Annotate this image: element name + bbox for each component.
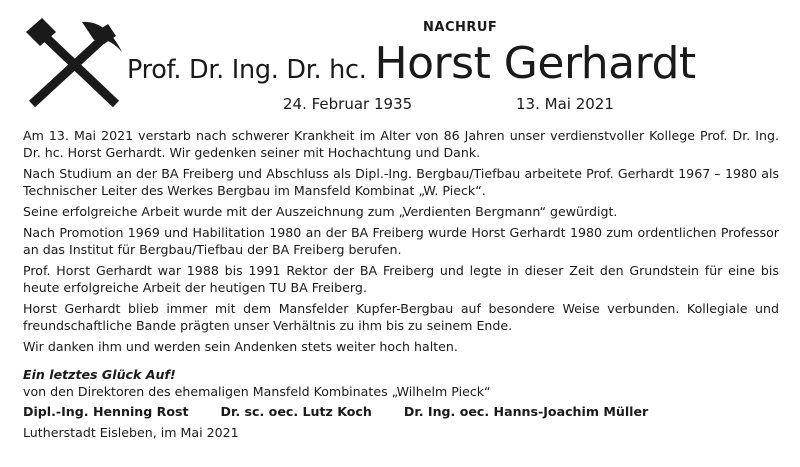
paragraph: Am 13. Mai 2021 verstarb nach schwerer Krankheit im Alter von 86 Jahren unser verdienstvoller Kollege Prof. Dr. Ing. Dr. hc. Horst Gerhardt. Wir gedenken seiner mit Hochachtung und Dank. (23, 128, 779, 160)
deceased-name: Horst Gerhardt (374, 38, 696, 89)
farewell-greeting: Ein letztes Glück Auf! (23, 367, 176, 382)
signer-name: Dr. sc. oec. Lutz Koch (220, 404, 372, 419)
signer-name: Dipl.-Ing. Henning Rost (23, 404, 189, 419)
death-date: 13. Mai 2021 (516, 95, 614, 113)
signers (23, 403, 779, 420)
obituary-text (23, 127, 779, 441)
paragraph: Prof. Horst Gerhardt war 1988 bis 1991 Rektor der BA Freiberg und legte in dieser Zeit den Grundstein für eine bis heute erfolgreiche Arbeit der heutigen TU BA Freiberg. (23, 263, 779, 295)
academic-title: Prof. Dr. Ing. Dr. hc. (127, 55, 367, 85)
birth-date: 24. Februar 1935 (283, 95, 413, 113)
paragraph: Nach Studium an der BA Freiberg und Abschluss als Dipl.-Ing. Bergbau/Tiefbau arbeitete Prof. Gerhardt 1967 – 1980 als Technischer Leiter des Werkes Bergbau im Mansfeld Kombinat „W. Pieck“. (23, 166, 779, 198)
paragraph: Nach Promotion 1969 und Habilitation 1980 an der BA Freiberg wurde Horst Gerhardt 1980 zum ordentlichen Professor an das Institut für Bergbau/Tiefbau der BA Freiberg berufen. (23, 225, 779, 257)
obituary-label: NACHRUF (423, 20, 498, 35)
paragraph: Horst Gerhardt blieb immer mit dem Mansfelder Kupfer-Bergbau auf besondere Weise verbunden. Kollegiale und freundschaftliche Bande prägten unser Verhältnis zu ihm bis zu seinem Ende. (23, 301, 779, 333)
sender-line: von den Direktoren des ehemaligen Mansfeld Kombinates „Wilhelm Pieck“ (23, 384, 491, 399)
paragraph: Seine erfolgreiche Arbeit wurde mit der Auszeichnung zum „Verdienten Bergmann“ gewürdigt. (23, 204, 618, 219)
signer-name: Dr. Ing. oec. Hanns-Joachim Müller (403, 404, 649, 419)
paragraph: Wir danken ihm und werden sein Andenken stets weiter hoch halten. (23, 339, 458, 354)
place-and-date: Lutherstadt Eisleben, im Mai 2021 (23, 425, 239, 440)
deceased-name-line (127, 38, 696, 89)
hammer-and-pick-icon (24, 18, 124, 108)
